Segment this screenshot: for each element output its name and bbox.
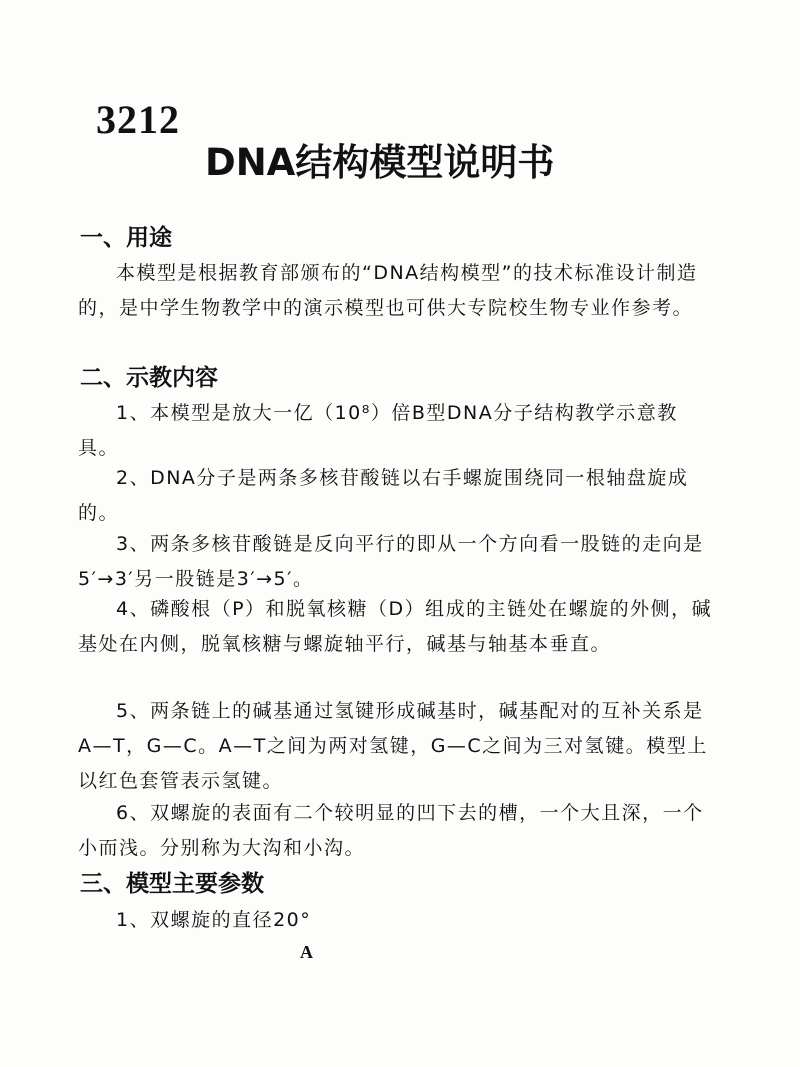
document-title: DNA结构模型说明书 — [205, 141, 555, 184]
paragraph-text: 3、两条多核苷酸链是反向平行的即从一个方向看一股链的走向是5′→3′另一股链是3′→5′。 — [78, 533, 704, 590]
paragraph-item-2 — [78, 461, 718, 531]
paragraph-text: 1、双螺旋的直径20° — [116, 909, 312, 931]
paragraph-item-6 — [78, 796, 718, 866]
section-heading-usage: 一、用途 — [80, 225, 172, 251]
paragraph-parameter-1 — [78, 903, 718, 938]
paragraph-text: 6、双螺旋的表面有二个较明显的凹下去的槽，一个大且深，一个小而浅。分别称为大沟和小沟。 — [78, 802, 704, 859]
paragraph-text: 2、DNA分子是两条多核苷酸链以右手螺旋围绕同一根轴盘旋成的。 — [78, 467, 689, 524]
paragraph-text: 4、磷酸根（P）和脱氧核糖（D）组成的主链处在螺旋的外侧，碱基处在内侧，脱氧核糖与螺旋轴平行，碱基与轴基本垂直。 — [78, 598, 713, 655]
paragraph-item-4 — [78, 592, 718, 662]
paragraph-item-1 — [78, 396, 718, 466]
paragraph-usage — [78, 256, 718, 326]
section-heading-parameters: 三、模型主要参数 — [80, 871, 264, 897]
section-heading-teaching-content: 二、示教内容 — [80, 365, 218, 391]
paragraph-text: 本模型是根据教育部颁布的“DNA结构模型”的技术标准设计制造的，是中学生物教学中的演示模型也可供大专院校生物专业作参考。 — [78, 262, 698, 319]
paragraph-text: 5、两条链上的碱基通过氢键形成碱基时，碱基配对的互补关系是A—T，G—C。A—T之间为两对氢键，G—C之间为三对氢键。模型上以红色套管表示氢键。 — [78, 700, 708, 792]
document-number: 3212 — [96, 97, 180, 142]
paragraph-item-3 — [78, 527, 718, 597]
footnote-symbol: A — [300, 942, 313, 962]
paragraph-text: 1、本模型是放大一亿（10⁸）倍B型DNA分子结构教学示意教具。 — [78, 402, 678, 459]
paragraph-item-5 — [78, 694, 718, 799]
